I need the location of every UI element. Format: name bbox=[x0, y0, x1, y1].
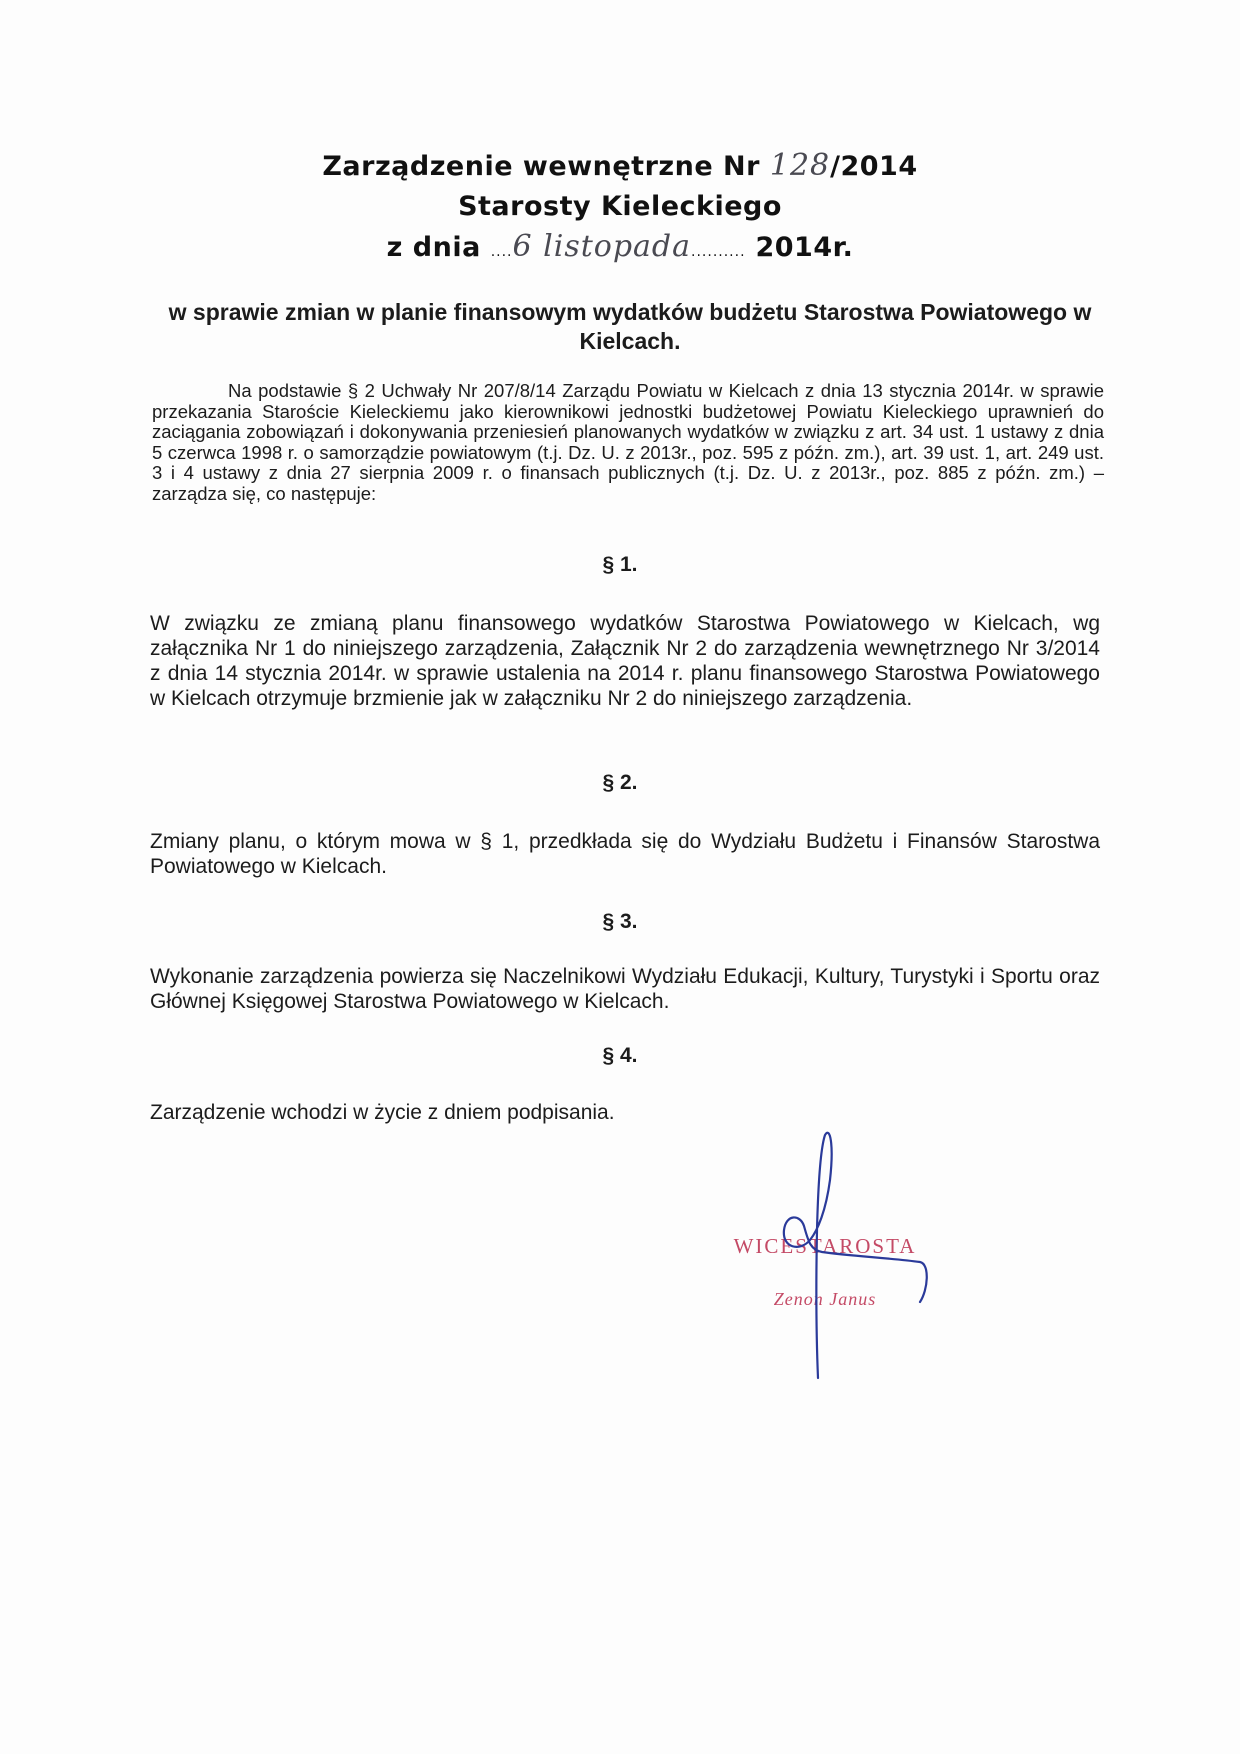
document-header bbox=[0, 146, 1240, 272]
section-1-text: W związku ze zmianą planu finansowego wydatków Starostwa Powiatowego w Kielcach, wg załącznika Nr 1 do niniejszego zarządzenia, Załącznik Nr 2 do zarządzenia wewnętrznego Nr 3/2014 z dnia 14 stycznia 2014r. w sprawie ustalenia na 2014 r. planu finansowego Starostwa Powiatowego w Kielcach otrzymuje brzmienie jak w załączniku Nr 2 do niniejszego zarządzenia. bbox=[150, 612, 1100, 710]
title-year: /2014 bbox=[830, 151, 918, 182]
section-4-mark: § 4. bbox=[602, 1044, 638, 1067]
title-line-1 bbox=[0, 146, 1240, 187]
date-line bbox=[0, 227, 1240, 272]
section-2-text: Zmiany planu, o którym mowa w § 1, przedkłada się do Wydziału Budżetu i Finansów Starostwa Powiatowego w Kielcach. bbox=[150, 830, 1100, 878]
stamp-office-title: WICESTAROSTA bbox=[733, 1234, 917, 1258]
title-line-2: Starosty Kieleckiego bbox=[458, 191, 782, 222]
section-4-text: Zarządzenie wchodzi w życie z dniem podpisania. bbox=[150, 1101, 615, 1124]
date-suffix: 2014r. bbox=[755, 232, 854, 263]
handwritten-date: 6 listopada bbox=[512, 229, 692, 264]
section-3-text: Wykonanie zarządzenia powierza się Naczelnikowi Wydziału Edukacji, Kultury, Turystyki i Sportu oraz Głównej Księgowej Starostwa Powiatowego w Kielcach. bbox=[150, 965, 1100, 1013]
dotted-leader: .......... bbox=[691, 244, 746, 260]
section-2-mark: § 2. bbox=[602, 771, 638, 794]
legal-basis-preamble: Na podstawie § 2 Uchwały Nr 207/8/14 Zarządu Powiatu w Kielcach z dnia 13 stycznia 2014r. w sprawie przekazania Staroście Kieleckiemu jako kierownikowi jednostki budżetowej Powiatu Kieleckiego uprawnień do zaciągania zobowiązań i dokonywania przeniesień planowanych wydatków w związku z art. 34 ust. 1 ustawy z dnia 5 czerwca 1998 r. o samorządzie powiatowym (t.j. Dz. U. z 2013r., poz. 595 z późn. zm.), art. 39 ust. 1, art. 249 ust. 3 i 4 ustawy z dnia 27 sierpnia 2009 r. o finansach publicznych (t.j. Dz. U. z 2013r., poz. 885 z późn. zm.) – zarządza się, co następuje: bbox=[152, 380, 1104, 504]
section-1-mark: § 1. bbox=[602, 553, 638, 576]
handwritten-number: 128 bbox=[769, 148, 831, 183]
dotted-leader: .... bbox=[490, 244, 513, 260]
title-prefix: Zarządzenie wewnętrzne Nr bbox=[322, 151, 760, 182]
document-subject: w sprawie zmian w planie finansowym wydatków budżetu Starostwa Powiatowego w Kielcach. bbox=[168, 299, 1092, 354]
date-prefix: z dnia bbox=[386, 232, 481, 263]
stamp-official-name: Zenon Janus bbox=[773, 1289, 877, 1309]
handwritten-signature bbox=[760, 1130, 960, 1390]
section-3-mark: § 3. bbox=[602, 910, 638, 933]
